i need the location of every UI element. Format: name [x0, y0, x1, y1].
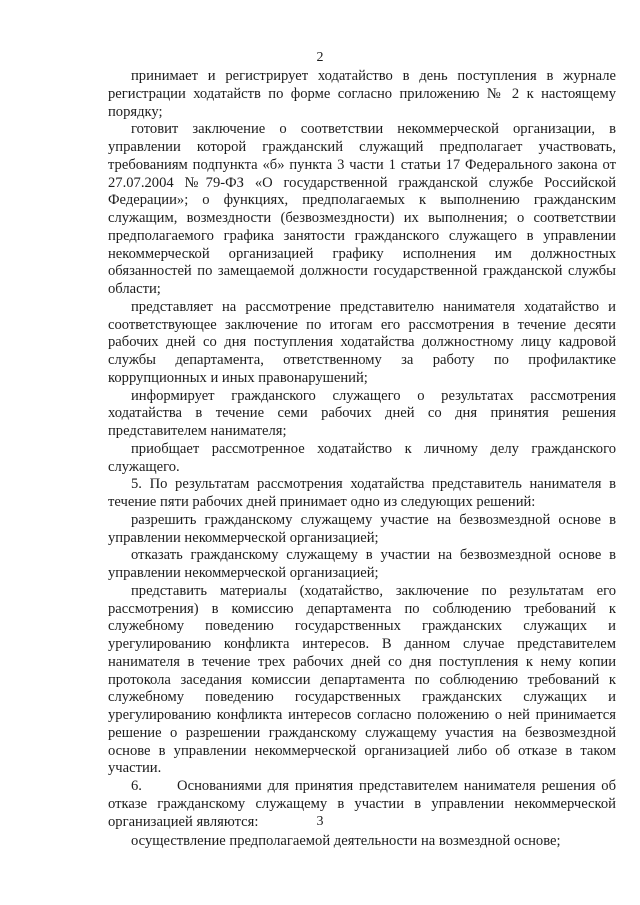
paragraph-item-6: 6. Основаниями для принятия представителем нанимателя решения об отказе гражданскому служащему в участии в управлении некоммерческой организацией являются:	[108, 778, 620, 830]
paragraph-permit: разрешить гражданскому служащему участие на безвозмездной основе в управлении некоммерческой организацией;	[108, 511, 616, 546]
paragraph-refuse: отказать гражданскому служащему в участии на безвозмездной основе в управлении некоммерческой организацией;	[108, 547, 616, 581]
page-number-bottom: 3	[316, 814, 324, 829]
paragraph-informing: информирует гражданского служащего о результатах рассмотрения ходатайства в течение семи рабочих дней со дня принятия решения представителем нанимателя;	[108, 387, 616, 439]
paragraph-paid-activity: осуществление предполагаемой деятельности на возмездной основе;	[131, 833, 561, 849]
document-body	[108, 68, 620, 831]
paragraph-commission: представить материалы (ходатайство, заключение по результатам его рассмотрения) в комиссию департамента по соблюдению требований к служебному поведению государственных гражданских служащих и урегулированию конфликта интересов. В данном случае представителем нанимателя в течение трех рабочих дней со дня поступления к нему копии протокола заседания комиссии департамента по соблюдению требований к служебному поведению государственных гражданских служащих и урегулированию конфликта интересов согласно положению о ней принимается решение о разрешении гражданскому служащему участия на безвозмездной основе в управлении некоммерческой организацией либо об отказе в таком участии.	[108, 582, 616, 777]
paragraph-filing: приобщает рассмотренное ходатайство к личному делу гражданского служащего.	[108, 440, 616, 475]
paragraph-registration: принимает и регистрирует ходатайство в день поступления в журнале регистрации ходатайств по форме согласно приложению № 2 к настоящему порядку;	[108, 68, 616, 120]
paragraph-conclusion: готовит заключение о соответствии некоммерческой организации, в управлении которой гражданский служащий предполагает участвовать, требованиям подпункта «б» пункта 3 части 1 статьи 17 Федерального закона от 27.07.2004 №79-ФЗ «О государственной гражданской службе Российской Федерации»; о функциях, предполагаемых к выполнению гражданским служащим, возмездности (безвозмездности) их выполнения; о соответствии предполагаемого графика занятости гражданского служащего в управлении некоммерческой организацией графику исполнения им должностных обязанностей по замещаемой должности государственной гражданской службы области;	[108, 121, 616, 297]
paragraph-item-5: 5. По результатам рассмотрения ходатайства представитель нанимателя в течение пяти рабочих дней принимает одно из следующих решений:	[108, 476, 616, 510]
paragraph-submission: представляет на рассмотрение представителю нанимателя ходатайство и соответствующее заключение по итогам его рассмотрения в течение десяти рабочих дней со дня поступления ходатайства должностному лицу кадровой службы департамента, ответственному за работу по профилактике коррупционных и иных правонарушений;	[108, 298, 616, 386]
page-number-top: 2	[316, 50, 324, 65]
